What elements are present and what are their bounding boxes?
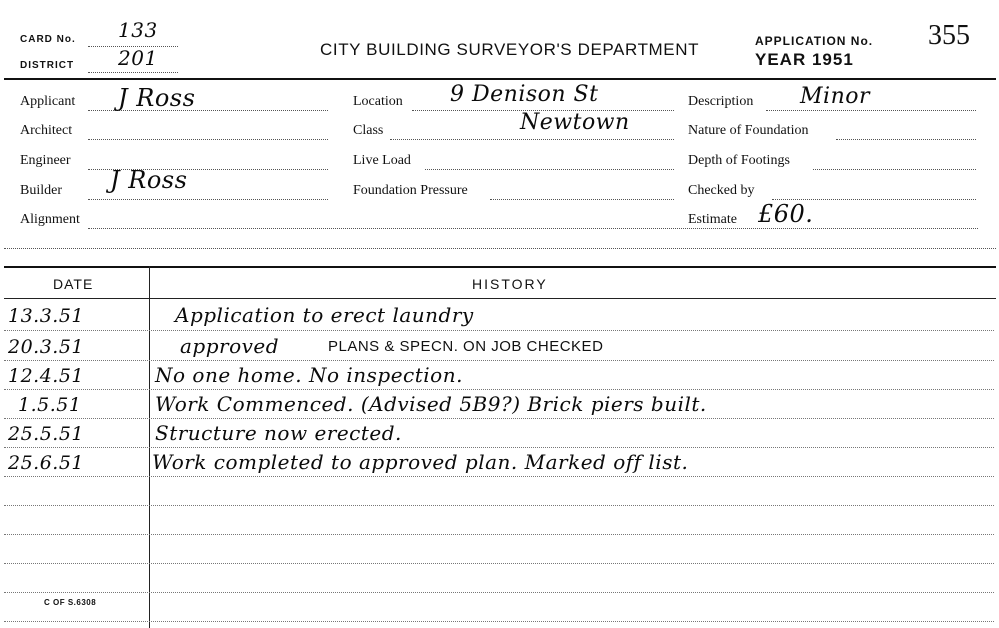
date-column-header: DATE (53, 276, 94, 292)
history-entry: Work Commenced. (Advised 5B9?) Brick piers built. (155, 392, 707, 416)
class-label: Class (353, 123, 384, 138)
history-top-rule (4, 266, 996, 268)
history-ruling-line (4, 621, 994, 622)
fields-bottom-dotline (4, 248, 996, 249)
applicant-label: Applicant (20, 94, 76, 109)
department-title: CITY BUILDING SURVEYOR'S DEPARTMENT (320, 40, 700, 59)
estimate-value: £60. (758, 200, 814, 228)
builder-dotline (88, 199, 328, 200)
engineer-label: Engineer (20, 153, 71, 168)
history-ruling-line (4, 360, 994, 361)
history-entry: approved (180, 334, 280, 358)
estimate-label: Estimate (688, 212, 737, 227)
history-date: 25.6.51 (8, 452, 85, 474)
history-ruling-line (4, 505, 994, 506)
year-label: YEAR 1951 (755, 50, 854, 69)
history-ruling-line (4, 592, 994, 593)
depth-of-footings-dotline (813, 169, 976, 170)
description-dotline (766, 110, 976, 111)
checked-by-label: Checked by (688, 183, 755, 198)
header-rule (4, 78, 996, 80)
history-entry: Application to erect laundry (175, 303, 474, 327)
history-header-rule (4, 298, 996, 299)
class-dotline (390, 139, 674, 140)
history-date: 13.3.51 (8, 305, 85, 327)
history-date: 12.4.51 (8, 365, 85, 387)
architect-dotline (88, 139, 328, 140)
description-label: Description (688, 94, 754, 109)
history-ruling-line (4, 476, 994, 477)
history-ruling-line (4, 330, 994, 331)
history-entry: Work completed to approved plan. Marked off list. (152, 450, 689, 474)
history-date: 1.5.51 (18, 394, 82, 416)
alignment-label: Alignment (20, 212, 80, 227)
district-value: 201 (118, 46, 158, 70)
builder-label: Builder (20, 183, 62, 198)
builder-value: J Ross (110, 166, 188, 194)
history-date: 20.3.51 (8, 336, 85, 358)
foundation-pressure-label: Foundation Pressure (353, 183, 468, 198)
card-no-label: CARD No. (20, 34, 76, 45)
application-number: 355 (928, 20, 970, 51)
live-load-label: Live Load (353, 153, 411, 168)
architect-label: Architect (20, 123, 73, 138)
history-ruling-line (4, 389, 994, 390)
district-dotline (88, 72, 178, 73)
location-value: 9 Denison St (450, 82, 599, 107)
location-label: Location (353, 94, 403, 109)
district-label: DISTRICT (20, 60, 75, 71)
history-stamp: PLANS & SPECN. ON JOB CHECKED (328, 338, 604, 355)
application-no-label: APPLICATION No. (755, 34, 874, 48)
history-date: 25.5.51 (8, 423, 85, 445)
live-load-dotline (425, 169, 674, 170)
history-entry: Structure now erected. (155, 421, 402, 445)
nature-of-foundation-label: Nature of Foundation (688, 123, 809, 138)
history-ruling-line (4, 534, 994, 535)
depth-of-footings-label: Depth of Footings (688, 153, 790, 168)
class-value: Newtown (520, 110, 630, 135)
history-column-header: HISTORY (472, 276, 548, 292)
history-ruling-line (4, 563, 994, 564)
history-ruling-line (4, 418, 994, 419)
applicant-value: J Ross (118, 84, 196, 112)
description-value: Minor (800, 84, 870, 109)
history-entry: No one home. No inspection. (155, 363, 463, 387)
history-ruling-line (4, 447, 994, 448)
card-no-value: 133 (118, 18, 158, 42)
foundation-pressure-dotline (490, 199, 674, 200)
form-code: C OF S.6308 (44, 598, 97, 607)
nature-of-foundation-dotline (836, 139, 976, 140)
alignment-dotline (88, 228, 978, 229)
